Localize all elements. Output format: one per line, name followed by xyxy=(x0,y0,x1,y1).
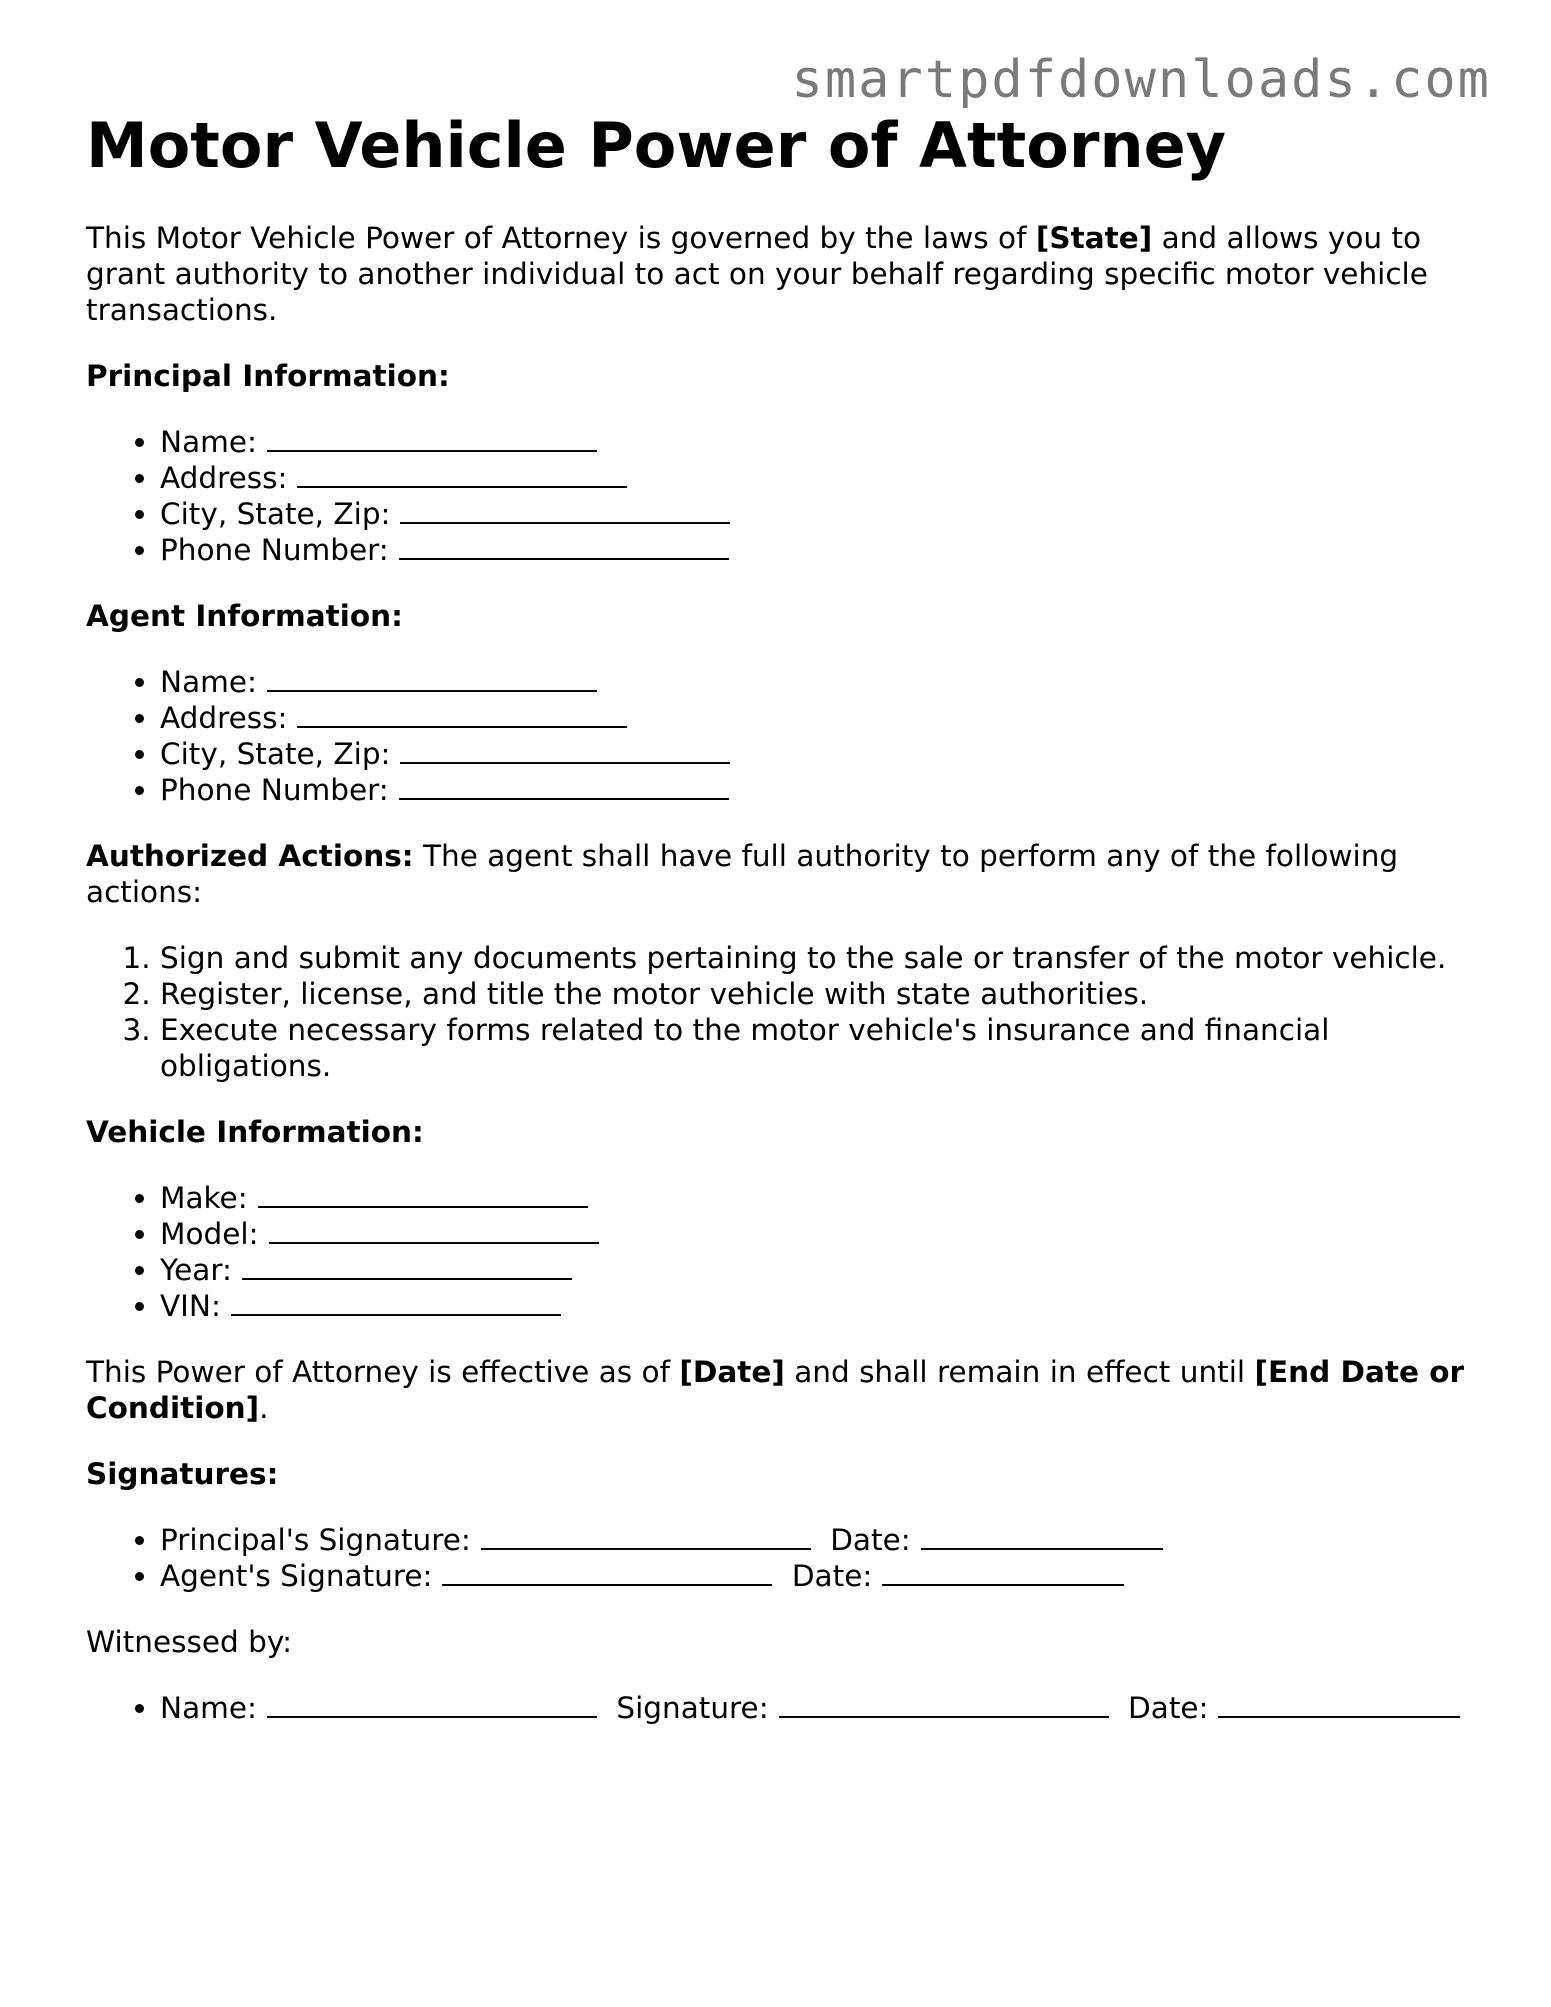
agent-name-field: • Name: xyxy=(160,664,1466,700)
signatures-heading: Signatures: xyxy=(86,1457,279,1491)
witness-date-blank[interactable] xyxy=(1218,1694,1460,1718)
witness-label: Witnessed by: xyxy=(86,1625,293,1659)
vehicle-vin-field: • VIN: xyxy=(160,1288,1466,1324)
state-placeholder: [State] xyxy=(1035,221,1153,255)
principal-address-blank[interactable] xyxy=(297,464,627,488)
principal-name-field: • Name: xyxy=(160,424,1466,460)
agent-name-blank[interactable] xyxy=(267,668,597,692)
authorized-actions-heading: Authorized Actions: xyxy=(86,839,414,873)
intro-paragraph: This Motor Vehicle Power of Attorney is governed by the laws of [State] and allows you to grant authority to another individual to act on your behalf regarding specific motor vehicle transactions. xyxy=(86,221,1428,327)
agent-city-blank[interactable] xyxy=(400,740,730,764)
agent-phone-blank[interactable] xyxy=(399,776,729,800)
vehicle-fields xyxy=(86,1180,1466,1324)
authorized-actions-paragraph: Authorized Actions: The agent shall have full authority to perform any of the following actions: xyxy=(86,839,1399,909)
document-title: Motor Vehicle Power of Attorney xyxy=(86,109,1227,182)
principal-city-field: • City, State, Zip: xyxy=(160,496,1466,532)
vehicle-vin-blank[interactable] xyxy=(231,1292,561,1316)
agent-phone-field: • Phone Number: xyxy=(160,772,1466,808)
principal-phone-blank[interactable] xyxy=(399,536,729,560)
agent-heading: Agent Information: xyxy=(86,599,403,633)
principal-signature-blank[interactable] xyxy=(481,1526,811,1550)
principal-address-field: • Address: xyxy=(160,460,1466,496)
action-item: 3. Execute necessary forms related to the motor vehicle's insurance and financial obligations. xyxy=(160,1012,1466,1084)
principal-fields xyxy=(86,424,1466,568)
effective-paragraph: This Power of Attorney is effective as of [Date] and shall remain in effect until [End Date or Condition]. xyxy=(86,1355,1465,1425)
witness-fields xyxy=(86,1690,1466,1726)
vehicle-model-blank[interactable] xyxy=(269,1220,599,1244)
agent-city-field: • City, State, Zip: xyxy=(160,736,1466,772)
vehicle-make-field: • Make: xyxy=(160,1180,1466,1216)
agent-signature-field: • Agent's Signature: Date: xyxy=(160,1558,1466,1594)
vehicle-model-field: • Model: xyxy=(160,1216,1466,1252)
agent-address-blank[interactable] xyxy=(297,704,627,728)
principal-heading: Principal Information: xyxy=(86,359,450,393)
date-placeholder: [Date] xyxy=(679,1355,785,1389)
witness-signature-blank[interactable] xyxy=(779,1694,1109,1718)
principal-signature-field: • Principal's Signature: Date: xyxy=(160,1522,1466,1558)
vehicle-heading: Vehicle Information: xyxy=(86,1115,424,1149)
principal-city-blank[interactable] xyxy=(400,500,730,524)
watermark: smartpdfdownloads.com xyxy=(791,50,1491,110)
principal-signature-date-blank[interactable] xyxy=(921,1526,1163,1550)
agent-fields xyxy=(86,664,1466,808)
vehicle-make-blank[interactable] xyxy=(258,1184,588,1208)
witness-name-blank[interactable] xyxy=(267,1694,597,1718)
vehicle-year-field: • Year: xyxy=(160,1252,1466,1288)
end-date-placeholder: [End Date or Condition] xyxy=(86,1355,1465,1425)
vehicle-year-blank[interactable] xyxy=(242,1256,572,1280)
principal-name-blank[interactable] xyxy=(267,428,597,452)
authorized-actions-list xyxy=(86,940,1466,1084)
witness-field: • Name: Signature: Date: xyxy=(160,1690,1466,1726)
action-item: 2. Register, license, and title the motor vehicle with state authorities. xyxy=(160,976,1466,1012)
agent-address-field: • Address: xyxy=(160,700,1466,736)
agent-signature-date-blank[interactable] xyxy=(882,1562,1124,1586)
principal-phone-field: • Phone Number: xyxy=(160,532,1466,568)
document-page xyxy=(86,108,1466,1726)
signature-fields xyxy=(86,1522,1466,1594)
action-item: 1. Sign and submit any documents pertaining to the sale or transfer of the motor vehicle. xyxy=(160,940,1466,976)
agent-signature-blank[interactable] xyxy=(442,1562,772,1586)
